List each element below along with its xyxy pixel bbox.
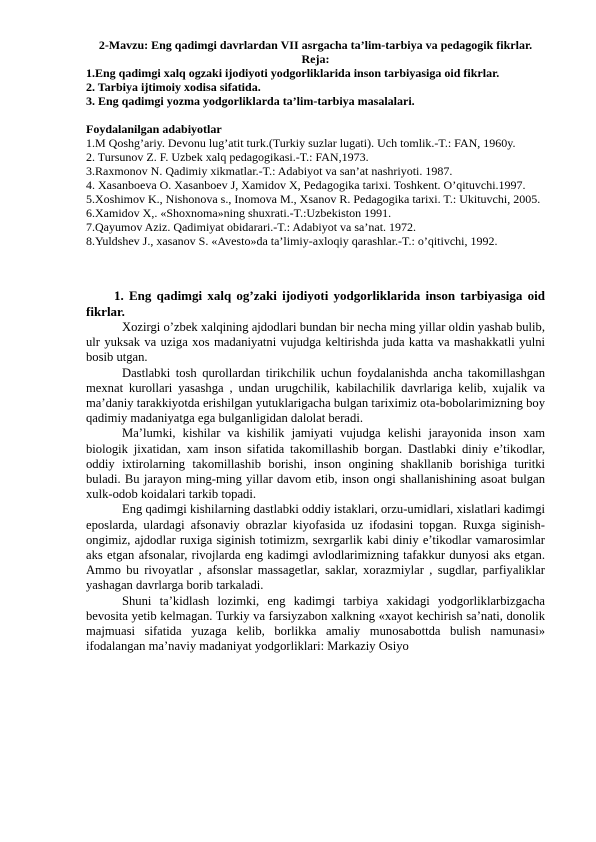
document-title: 2-Mavzu: Eng qadimgi davrlardan VII asrgacha ta’lim-tarbiya va pedagogik fikrlar. [98,38,533,52]
reference-item: 3.Raxmonov N. Qadimiy xikmatlar.-T.: Adabiyot va san’at nashriyoti. 1987. [86,164,453,178]
body-paragraph: Dastlabki tosh qurollardan tirikchilik uchun foydalanishda ancha takomillashgan mexnat kurollari yasashga , undan urugchilik, kabilachilik davrlariga kelib, xujalik va ma’daniy tarakkiyotda erishilgan yutuklarigacha bulgan tariximiz ota-bobolarimizning boy qadimiy madaniyatga ega bulganligidan dalolat beradi. [86,365,545,426]
reference-item: 1.M Qoshg’ariy. Devonu lug’atit turk.(Turkiy suzlar lugati). Uch tomlik.-T.: FAN, 1960y. [86,136,516,150]
reference-item: 2. Tursunov Z. F. Uzbek xalq pedagogikasi.-T.: FAN,1973. [86,150,369,164]
reference-item: 5.Xoshimov K., Nishonova s., Inomova M., Xsanov R. Pedagogika tarixi. T.: Ukituvchi, 2005. [86,192,541,206]
document-page [86,38,545,654]
plan-item: 2. Tarbiya ijtimoiy xodisa sifatida. [86,80,261,94]
reference-item: 4. Xasanboeva O. Xasanboev J, Xamidov X, Pedagogika tarixi. Toshkent. O’qituvchi.1997. [86,178,526,192]
reference-item: 6.Xamidov X,. «Shoxnoma»ning shuxrati.-T.:Uzbekiston 1991. [86,206,392,220]
body-paragraph: Xozirgi o’zbek xalqining ajdodlari bundan bir necha ming yillar oldin yashab bulib, ulr yuksak va uziga xos madaniyatni vujudga keltirishda juda katta va mashakkatli yulni bosib utgan. [86,320,545,365]
body-paragraph: Shuni ta’kidlash lozimki, eng kadimgi tarbiya xakidagi yodgorliklarbizgacha bevosita yetib kelmagan. Turkiy va farsiyzabon xalkning «xayot kechirish sa’nati, donolik majmuasi sifatida yuzaga kelib, borlikka amaliy munosabottda bulish namunasi» ifodalangan ma’naviy madaniyat yodgorliklari: Markaziy Osiyo [86,593,545,654]
body-paragraph: Eng qadimgi kishilarning dastlabki oddiy istaklari, orzu-umidlari, xislatlari kadimgi eposlarda, ulardagi afsonaviy obrazlar kiyofasida uz ifodasini topgan. Ruxga siginish-ongimiz, ajdodlar ruxiga siginish totimizm, sexrgarlik kabi diniy e’tikodlar vamarosimlar aks etgan afsonalar, rivojlarda eng kadimgi avlodlarimizning tafakkur dunyosi aks etgan. Ammo bu rivoyatlar , afsonslar massagetlar, saklar, xorazmiylar , sugdlar, parfiyaliklar yashagan davrlarga borib tarkaladi. [86,502,545,593]
body-paragraph: Ma’lumki, kishilar va kishilik jamiyati vujudga kelishi jarayonida inson xam biologik jixatidan, xam inson sifatida takomillashib borgan. Dastlabki diniy e’tikodlar, oddiy ixtirolarning takomillashib borishi, inson ongining shakllanib borishiga turitki buladi. Bu jarayon ming-ming yillar davom etib, inson ongi shallanishining asoat bulgan xulk-odob koidalari tarkib topadi. [86,426,545,502]
reference-item: 8.Yuldshev J., xasanov S. «Avesto»da ta’limiy-axloqiy qarashlar.-T.: o’qitivchi, 1992. [86,234,498,248]
plan-heading: Reja: [301,52,330,66]
references-heading: Foydalanilgan adabiyotlar [86,122,222,136]
section-heading: 1. Eng qadimgi xalq og’zaki ijodiyoti yodgorliklarida inson tarbiyasiga oid fikrlar. [86,288,545,319]
plan-item: 3. Eng qadimgi yozma yodgorliklarda ta’lim-tarbiya masalalari. [86,94,415,108]
plan-item: 1.Eng qadimgi xalq ogzaki ijodiyoti yodgorliklarida inson tarbiyasiga oid fikrlar. [86,66,500,80]
reference-item: 7.Qayumov Aziz. Qadimiyat obidarari.-T.: Adabiyot va sa’nat. 1972. [86,220,417,234]
